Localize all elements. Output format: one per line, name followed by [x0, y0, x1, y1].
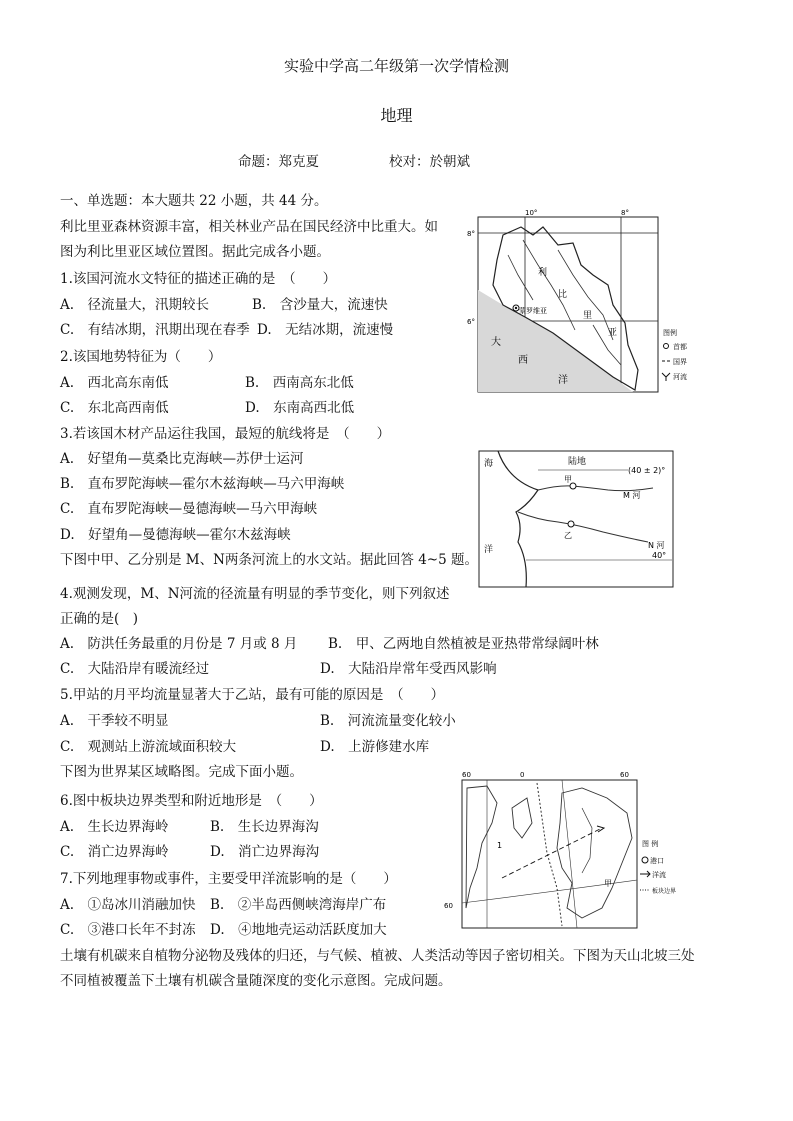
- liberia-map: [463, 205, 703, 395]
- longitude-label: 0: [520, 771, 525, 779]
- option-a: A. 径流量大，汛期较长: [60, 297, 210, 313]
- river-map: [478, 450, 674, 590]
- current-label: 甲: [604, 879, 612, 888]
- ocean-label: 洋: [484, 545, 494, 555]
- latitude-label: 60: [444, 902, 453, 910]
- legend-port: 港口: [650, 857, 664, 865]
- author-label: 命题：郑克夏: [238, 154, 319, 170]
- longitude-label: 60: [462, 771, 471, 779]
- legend-current: 洋流: [652, 871, 666, 879]
- option-a: A. 生长边界海岭: [60, 819, 169, 835]
- longitude-label: 8°: [621, 209, 629, 217]
- legend-title: 图例: [663, 329, 677, 337]
- legend-border: 国界: [673, 358, 687, 366]
- option-c: C. 直布罗陀海峡—曼德海峡—马六甲海峡: [60, 501, 318, 517]
- intro-text: 下图中甲、乙分别是 M、N两条河流上的水文站。据此回答 4~5 题。: [60, 552, 478, 568]
- station-label: 甲: [564, 475, 572, 484]
- country-char: 里: [583, 311, 593, 321]
- sea-label: 海: [484, 459, 494, 469]
- option-d: D. 好望角—曼德海峡—霍尔木兹海峡: [60, 527, 291, 543]
- country-char: 比: [558, 290, 568, 300]
- question-stem: 2.该国地势特征为（ ）: [60, 349, 222, 365]
- option-b: B. ②半岛西侧峡湾海岸广布: [210, 897, 387, 913]
- question-stem: 1.该国河流水文特征的描述正确的是 （ ）: [60, 271, 337, 287]
- option-c: C. 有结冰期，汛期出现在春季: [60, 322, 250, 338]
- option-d: D. 上游修建水库: [320, 739, 430, 755]
- latitude-label: (40 ± 2)°: [628, 466, 666, 475]
- country-char: 亚: [608, 328, 618, 338]
- intro-text: 土壤有机碳来自植物分泌物及残体的归还，与气候、植被、人类活动等因子密切相关。下图为天山北坡三处: [60, 948, 695, 964]
- question-stem: 5.甲站的月平均流量显著大于乙站，最有可能的原因是 （ ）: [60, 687, 445, 703]
- question-stem: 7.下列地理事物或事件，主要受甲洋流影响的是（ ）: [60, 871, 397, 887]
- option-b: B. 河流流量变化较小: [320, 713, 456, 729]
- legend-river: 河流: [673, 373, 687, 381]
- river-label: N 河: [648, 541, 665, 550]
- question-stem-cont: 正确的是( ): [60, 611, 139, 627]
- option-d: D. ④地地壳运动活跃度加大: [210, 922, 387, 938]
- longitude-label: 10°: [525, 209, 538, 217]
- capital-label: 蒙罗维亚: [519, 307, 547, 315]
- latitude-label: 40°: [652, 551, 667, 560]
- legend-capital: 首都: [673, 343, 687, 351]
- option-b: B. 西南高东北低: [245, 375, 354, 391]
- option-c: C. 观测站上游流域面积较大: [60, 739, 237, 755]
- legend-boundary: 板块边界: [652, 888, 677, 895]
- ocean-char: 西: [518, 355, 528, 366]
- option-d: D. 无结冰期，流速慢: [257, 322, 394, 338]
- intro-text: 下图为世界某区域略图。完成下面小题。: [60, 764, 303, 780]
- exam-title: 实验中学高二年级第一次学情检测: [283, 57, 509, 75]
- ocean-char: 洋: [558, 375, 568, 386]
- subject-title: 地理: [380, 106, 413, 125]
- option-d: D. 消亡边界海沟: [210, 844, 320, 860]
- option-c: C. 东北高西南低: [60, 400, 169, 416]
- option-c: C. 大陆沿岸有暖流经过: [60, 661, 210, 677]
- option-b: B. 含沙量大，流速快: [252, 297, 388, 313]
- intro-text: 图为利比里亚区域位置图。据此完成各小题。: [60, 244, 330, 260]
- river-label: M 河: [623, 491, 641, 500]
- author-info: [238, 150, 470, 170]
- question-stem: 6.图中板块边界类型和附近地形是 （ ）: [60, 793, 323, 809]
- station-label: 乙: [564, 531, 572, 540]
- option-a: A. 干季较不明显: [60, 713, 169, 729]
- legend-title: 图 例: [642, 840, 659, 848]
- ocean-char: 大: [491, 337, 501, 348]
- world-region-map: [442, 768, 677, 930]
- country-char: 利: [538, 268, 548, 278]
- option-c: C. ③港口长年不封冻: [60, 922, 196, 938]
- option-c: C. 消亡边界海岭: [60, 844, 169, 860]
- option-a: A. 西北高东南低: [60, 375, 169, 391]
- option-a: A. ①岛冰川消融加快: [60, 897, 196, 913]
- land-label: 陆地: [568, 457, 587, 467]
- intro-text: 利比里亚森林资源丰富，相关林业产品在国民经济中比重大。如: [60, 219, 438, 235]
- option-d: D. 东南高西北低: [245, 400, 355, 416]
- island-label: 1: [497, 841, 503, 850]
- question-stem: 4.观测发现，M、N河流的径流量有明显的季节变化，则下列叙述: [60, 586, 450, 602]
- latitude-label: 6°: [467, 318, 475, 326]
- option-a: A. 好望角—莫桑比克海峡—苏伊士运河: [60, 451, 304, 467]
- intro-text: 不同植被覆盖下土壤有机碳含量随深度的变化示意图。完成问题。: [60, 973, 452, 989]
- latitude-label: 8°: [467, 230, 475, 238]
- option-a: A. 防洪任务最重的月份是 7 月或 8 月: [60, 636, 298, 652]
- section-heading: 一、单选题：本大题共 22 小题，共 44 分。: [60, 193, 328, 209]
- option-b: B. 生长边界海沟: [210, 819, 319, 835]
- longitude-label: 60: [620, 771, 629, 779]
- option-d: D. 大陆沿岸常年受西风影响: [320, 661, 497, 677]
- question-stem: 3.若该国木材产品运往我国，最短的航线将是 （ ）: [60, 426, 391, 442]
- option-b: B. 直布罗陀海峡—霍尔木兹海峡—马六甲海峡: [60, 476, 345, 492]
- reviewer-label: 校对：於朝斌: [389, 154, 470, 170]
- option-b: B. 甲、乙两地自然植被是亚热带常绿阔叶林: [328, 636, 599, 652]
